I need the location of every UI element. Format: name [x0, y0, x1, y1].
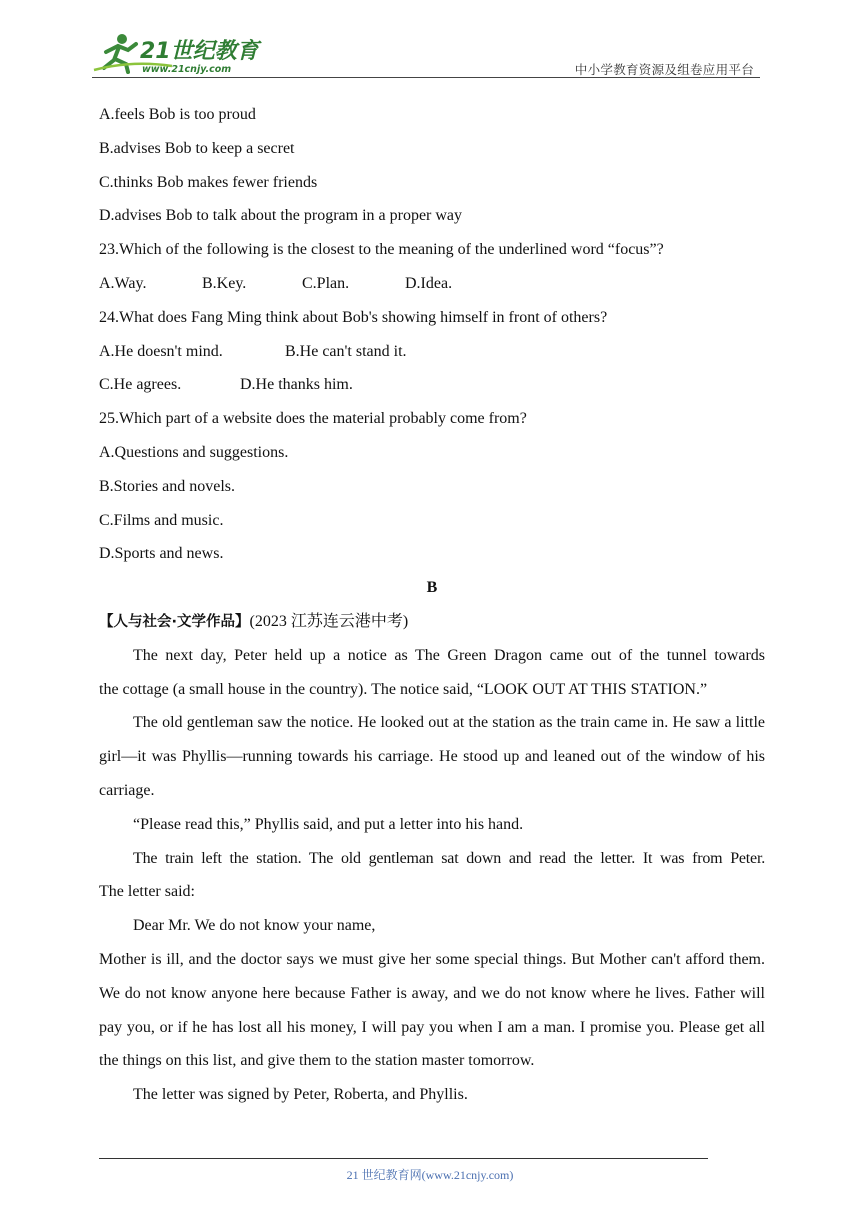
q24-option-d: D.He thanks him.	[240, 376, 353, 394]
passage-p1-line2: the cottage (a small house in the country). The notice said, “LOOK OUT AT THIS STATION.”	[99, 680, 708, 698]
section-b-heading	[99, 605, 765, 639]
q24-options-row2	[99, 368, 765, 402]
q23-option-d: D.Idea.	[405, 274, 453, 292]
q22-option-c: C.thinks Bob makes fewer friends	[99, 173, 318, 191]
q24-option-c: C.He agrees.	[99, 376, 182, 394]
page-header	[92, 30, 760, 80]
q22-option-d: D.advises Bob to talk about the program in a proper way	[99, 207, 463, 225]
passage-p3: “Please read this,” Phyllis said, and put a letter into his hand.	[133, 815, 524, 833]
q22-option-a: A.feels Bob is too proud	[99, 106, 256, 123]
q25-option-d: D.Sports and news.	[99, 545, 224, 563]
section-b-tag: 【人与社会·文学作品】	[99, 613, 250, 630]
q23-option-b: B.Key.	[202, 274, 247, 292]
q25-option-c: C.Films and music.	[99, 511, 224, 529]
passage-p1-line1: The next day, Peter held up a notice as The Green Dragon came out of the tunnel towards	[133, 646, 765, 664]
q25-stem: 25.Which part of a website does the material probably come from?	[99, 410, 527, 428]
passage-p4-line2: The letter said:	[99, 883, 195, 901]
header-divider	[92, 77, 760, 78]
logo-main-text: 21世纪教育	[140, 39, 259, 64]
q25-option-b: B.Stories and novels.	[99, 477, 235, 495]
letter-body: Mother is ill, and the doctor says we must give her some special things. But Mother can't afford them. We do not know anyone here because Father is away, and we do not know where he lives. Father will pay you, or if he has lost all his money, I will pay you when I am a man. I promise you. Please get all the things on this list, and give them to the station master tomorrow.	[99, 950, 765, 1070]
passage-p2: The old gentleman saw the notice. He looked out at the station as the train came in. He saw a little girl—it was Phyllis—running towards his carriage. He stood up and leaned out of the window of his carriage.	[99, 714, 765, 799]
q24-option-b: B.He can't stand it.	[285, 342, 407, 360]
q24-option-a: A.He doesn't mind.	[99, 342, 223, 360]
letter-salutation: Dear Mr. We do not know your name,	[133, 917, 376, 935]
passage-p4-line1: The train left the station. The old gentleman sat down and read the letter. It was from Peter.	[133, 849, 765, 867]
section-b-title: B	[426, 579, 438, 597]
platform-name: 中小学教育资源及组卷应用平台	[574, 62, 754, 77]
document-body	[99, 98, 765, 1112]
q23-option-a: A.Way.	[99, 274, 147, 292]
q24-stem: 24.What does Fang Ming think about Bob's showing himself in front of others?	[99, 308, 608, 326]
q23-stem: 23.Which of the following is the closest to the meaning of the underlined word “focus”?	[99, 241, 664, 259]
section-b-source: (2023 江苏连云港中考)	[249, 612, 409, 630]
q23-options	[99, 267, 765, 301]
logo-url-text: www.21cnjy.com	[142, 64, 232, 75]
brand-logo[interactable]	[92, 30, 262, 76]
footer-text[interactable]: 21 世纪教育网(www.21cnjy.com)	[346, 1168, 514, 1182]
q25-option-a: A.Questions and suggestions.	[99, 443, 289, 461]
passage-p7: The letter was signed by Peter, Roberta, and Phyllis.	[133, 1086, 468, 1104]
q22-option-b: B.advises Bob to keep a secret	[99, 139, 295, 157]
q23-option-c: C.Plan.	[302, 274, 350, 292]
runner-logo-icon	[92, 30, 262, 76]
footer-divider	[99, 1158, 708, 1159]
q24-options-row1	[99, 335, 765, 369]
